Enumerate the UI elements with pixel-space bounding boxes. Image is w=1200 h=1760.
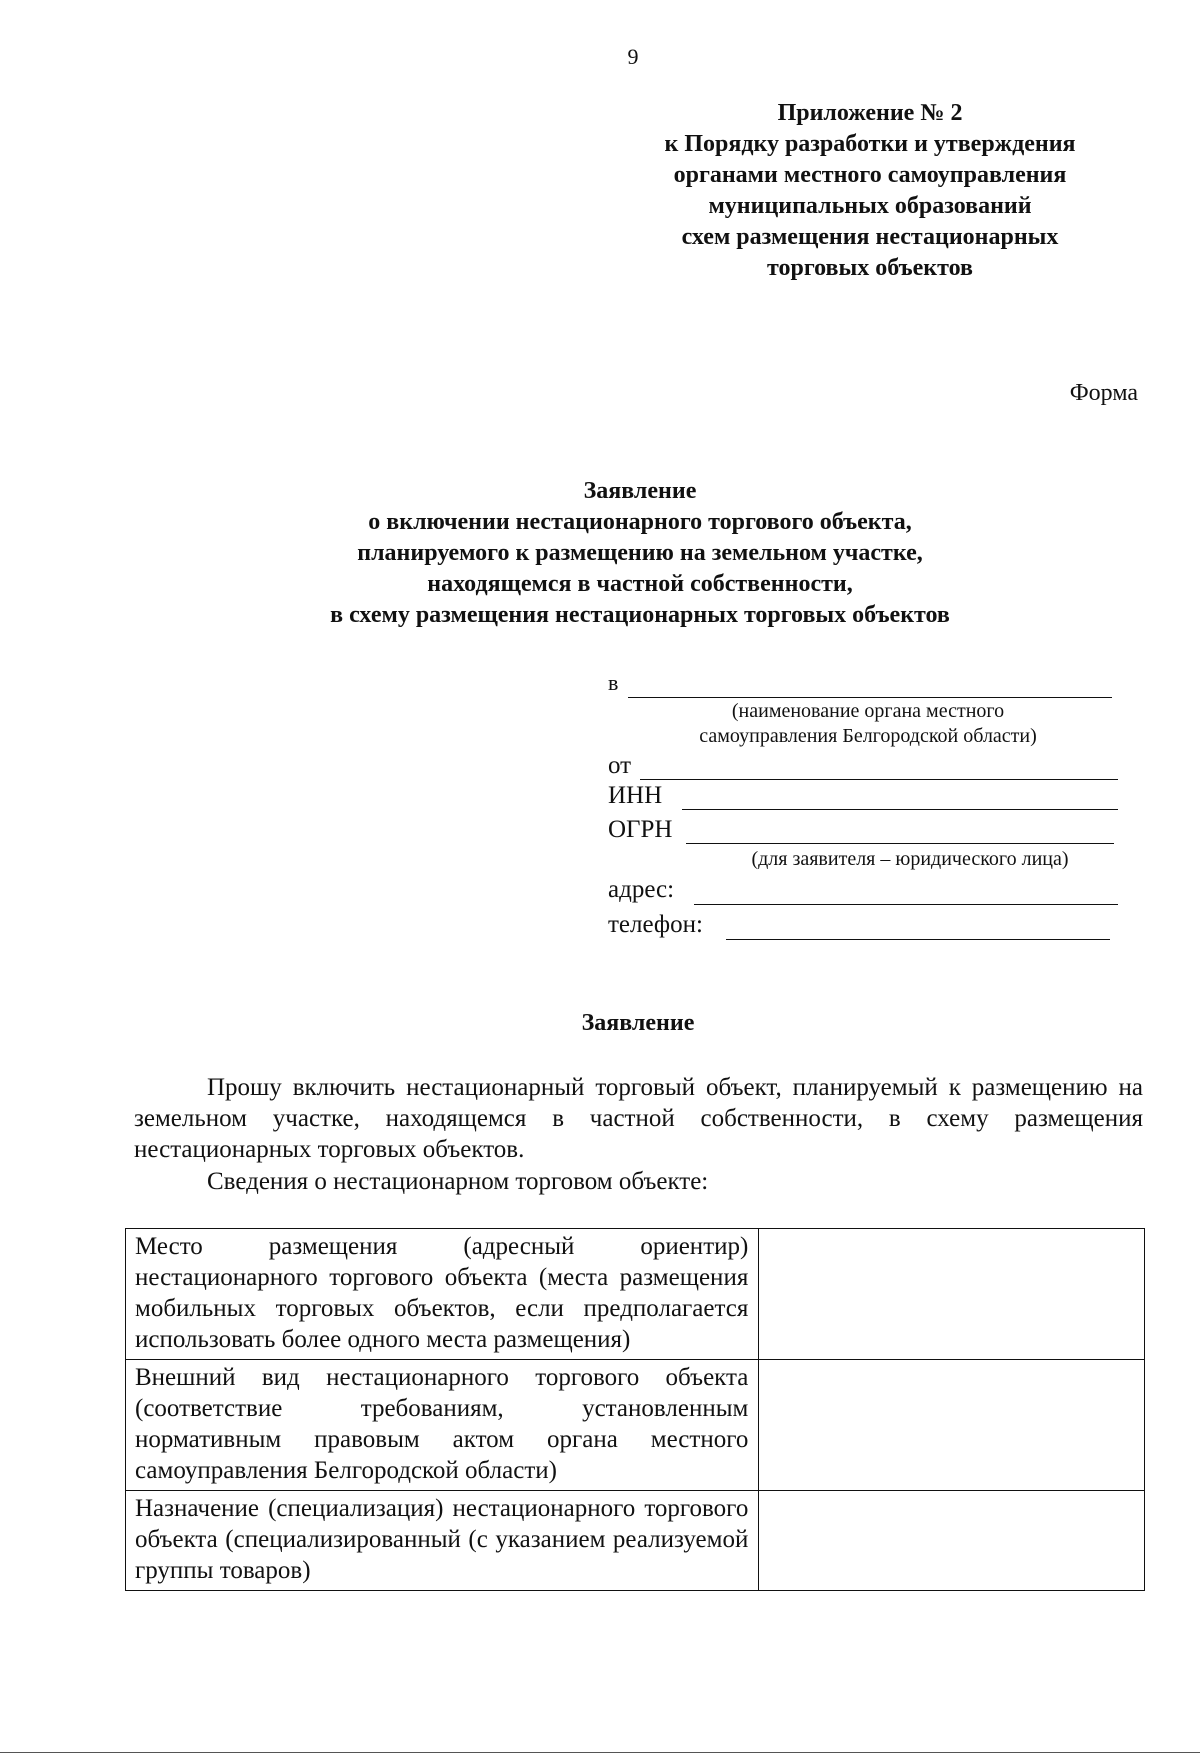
- annex-line: торговых объектов: [767, 255, 973, 281]
- ogrn-label: ОГРН: [608, 816, 673, 843]
- to-hint-line: самоуправления Белгородской области): [699, 725, 1037, 747]
- legal-entity-hint: (для заявителя – юридического лица): [751, 848, 1069, 870]
- application-title: [230, 476, 1050, 631]
- annex-header: [590, 98, 1150, 284]
- table-row: [126, 1229, 1145, 1360]
- statement-heading: Заявление: [581, 1010, 695, 1036]
- table-cell-value[interactable]: [759, 1229, 1145, 1360]
- annex-line: муниципальных образований: [708, 193, 1032, 219]
- from-label: от: [608, 752, 632, 779]
- from-field-line[interactable]: [640, 779, 1118, 780]
- title-line: о включении нестационарного торгового объекта,: [368, 509, 912, 535]
- table-row: [126, 1491, 1145, 1591]
- inn-field-line[interactable]: [682, 809, 1118, 810]
- title-line: в схему размещения нестационарных торговых объектов: [330, 602, 950, 628]
- to-hint-line: (наименование органа местного: [731, 700, 1005, 722]
- to-hint: [648, 699, 1088, 749]
- to-label: в: [608, 670, 619, 695]
- annex-line: Приложение № 2: [777, 100, 963, 126]
- page-bottom-rule: [0, 1752, 1200, 1753]
- ogrn-field-line[interactable]: [686, 843, 1114, 844]
- inn-label: ИНН: [608, 782, 663, 809]
- table-cell-label: Назначение (специализация) нестационарного торгового объекта (специализированный (с указанием реализуемой группы товаров): [126, 1491, 759, 1591]
- phone-field-line[interactable]: [726, 939, 1110, 940]
- title-line: Заявление: [583, 478, 697, 504]
- table-cell-label: Внешний вид нестационарного торгового объекта (соответствие требованиям, установленным нормативным правовым актом органа местного самоуправления Белгородской области): [126, 1360, 759, 1491]
- details-intro: Сведения о нестационарном торговом объекте:: [207, 1168, 709, 1195]
- object-info-table: [125, 1228, 1145, 1591]
- annex-line: органами местного самоуправления: [673, 162, 1067, 188]
- annex-line: к Порядку разработки и утверждения: [664, 131, 1076, 157]
- page-number: 9: [627, 44, 639, 69]
- to-field-line[interactable]: [628, 697, 1112, 698]
- address-label: адрес:: [608, 876, 675, 903]
- table-cell-value[interactable]: [759, 1491, 1145, 1591]
- annex-line: схем размещения нестационарных: [681, 224, 1059, 250]
- statement-paragraph: Прошу включить нестационарный торговый объект, планируемый к размещению на земельном участке, находящемся в частной собственности, в схему размещения нестационарных торговых объектов.: [134, 1074, 1143, 1163]
- table-cell-value[interactable]: [759, 1360, 1145, 1491]
- title-line: находящемся в частной собственности,: [427, 571, 853, 597]
- title-line: планируемого к размещению на земельном участке,: [357, 540, 923, 566]
- form-label: Форма: [1069, 380, 1138, 406]
- phone-label: телефон:: [608, 911, 703, 938]
- table-row: [126, 1360, 1145, 1491]
- address-field-line[interactable]: [694, 904, 1118, 905]
- table-cell-label: Место размещения (адресный ориентир) нестационарного торгового объекта (места размещения мобильных торговых объектов, если предполагается использовать более одного места размещения): [126, 1229, 759, 1360]
